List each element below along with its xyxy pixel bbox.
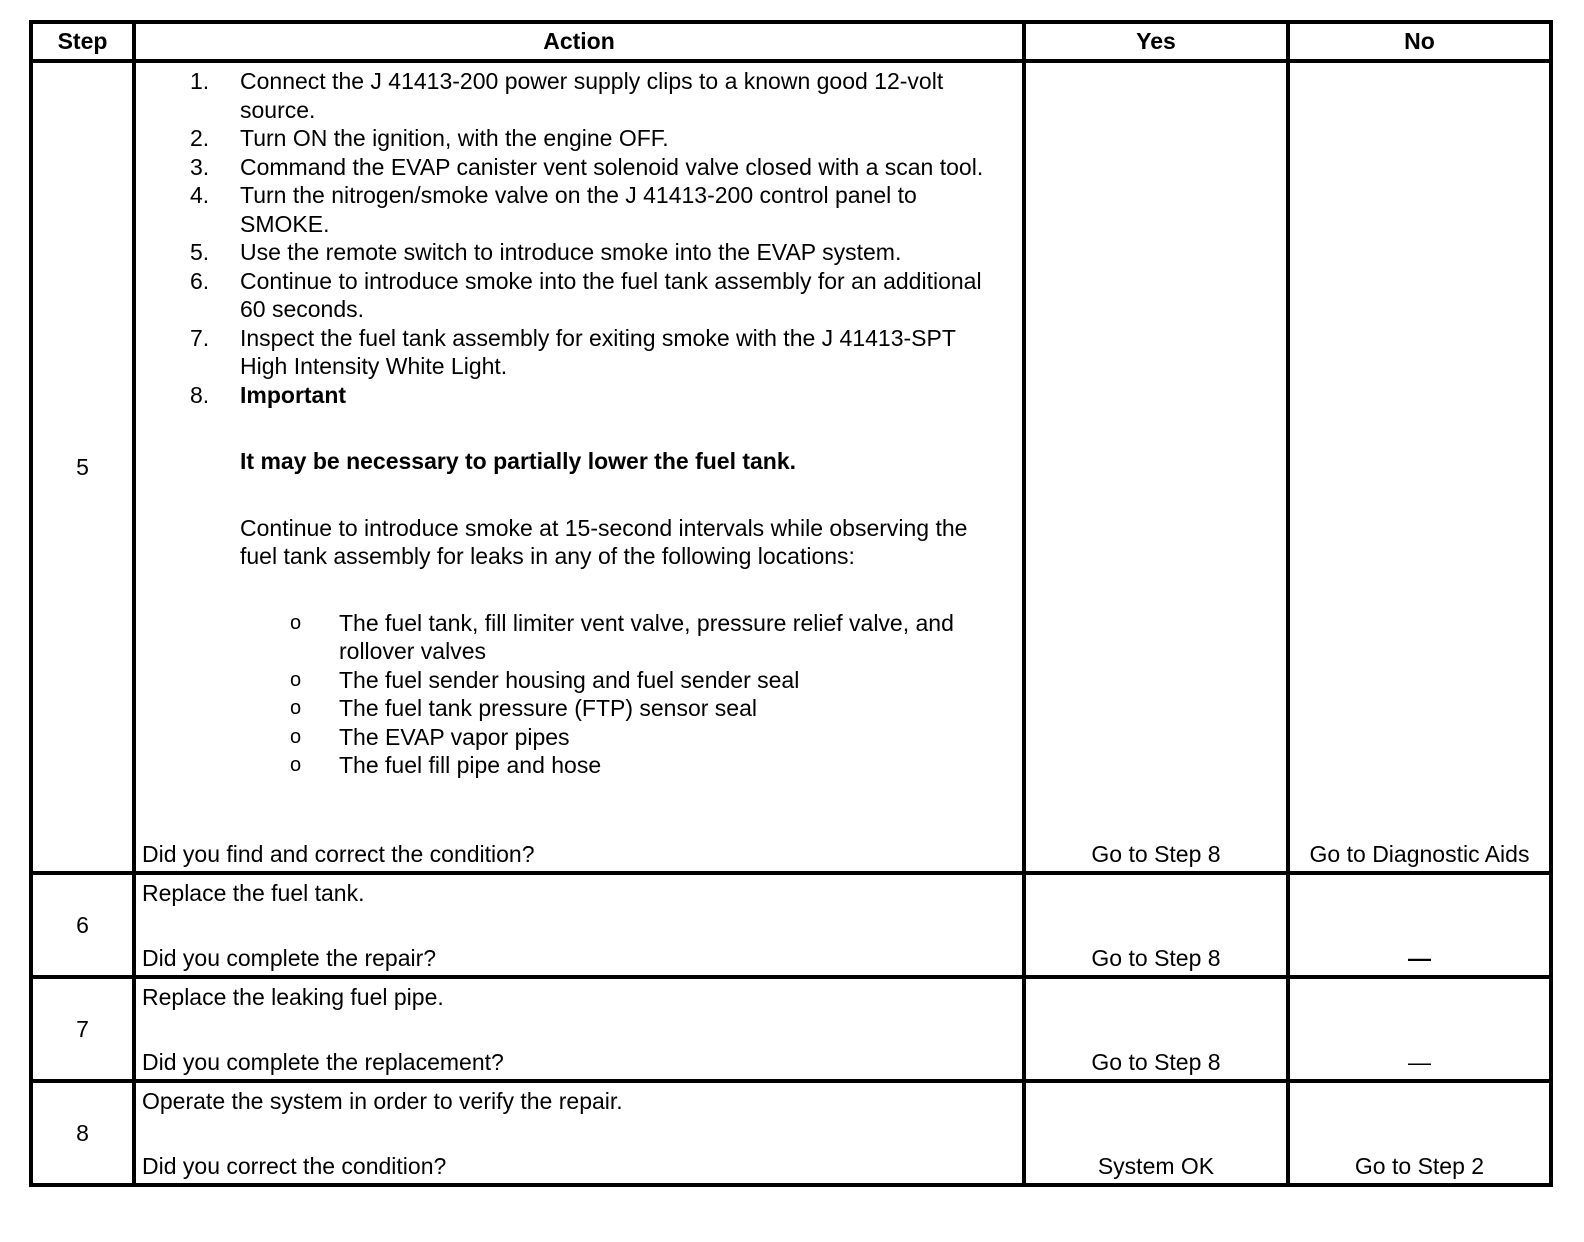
location-item: [240, 723, 1002, 752]
item-text: Continue to introduce smoke into the fuel tank assembly for an additional 60 seconds.: [240, 267, 982, 322]
bullet-icon: o: [290, 754, 302, 776]
item-text: Use the remote switch to introduce smoke into the EVAP system.: [240, 239, 902, 265]
step-number: 5: [31, 61, 134, 873]
list-item: [142, 267, 1002, 324]
item-number: 7.: [190, 324, 210, 351]
action-text: Replace the fuel tank.: [142, 880, 365, 906]
important-note: It may be necessary to partially lower the fuel tank.: [240, 448, 797, 474]
yes-result: Go to Step 8: [1024, 977, 1288, 1081]
header-action: Action: [134, 22, 1024, 61]
bullet-icon: o: [290, 697, 302, 719]
list-item: [142, 67, 1002, 124]
locations-list: [240, 609, 1002, 780]
header-yes: Yes: [1024, 22, 1288, 61]
diagnostic-table: [29, 20, 1553, 1187]
question-text: Did you find and correct the condition?: [142, 841, 535, 867]
important-label: Important: [240, 381, 347, 408]
location-text: The fuel fill pipe and hose: [339, 752, 602, 778]
list-item: [142, 124, 1002, 153]
list-item: [142, 153, 1002, 182]
bullet-icon: o: [290, 611, 302, 634]
item-number: 2.: [190, 125, 210, 151]
item-text: Connect the J 41413-200 power supply clips to a known good 12-volt source.: [240, 68, 944, 123]
action-text: Operate the system in order to verify the repair.: [142, 1088, 623, 1114]
table-row-step-6: [31, 873, 1551, 977]
item-text: Turn ON the ignition, with the engine OFF.: [240, 125, 669, 151]
question-text: Did you complete the replacement?: [142, 1049, 504, 1075]
list-item: [142, 238, 1002, 267]
item-text: Command the EVAP canister vent solenoid valve closed with a scan tool.: [240, 153, 984, 180]
action-cell: [134, 61, 1024, 873]
question-text: Did you correct the condition?: [142, 1153, 447, 1179]
item-text: Turn the nitrogen/smoke valve on the J 41413-200 control panel to SMOKE.: [240, 182, 917, 237]
item-number: 6.: [190, 267, 210, 294]
header-row: [31, 22, 1551, 61]
item-number: 3.: [190, 153, 210, 180]
list-item: [142, 324, 1002, 381]
location-item: [240, 694, 1002, 723]
step-number: 6: [31, 873, 134, 977]
yes-result: System OK: [1024, 1081, 1288, 1185]
item-number: 8.: [190, 381, 210, 408]
step-number: 7: [31, 977, 134, 1081]
action-cell: [134, 977, 1024, 1081]
location-item: [240, 751, 1002, 780]
step-number: 8: [31, 1081, 134, 1185]
yes-result: Go to Step 8: [1024, 61, 1288, 873]
yes-result: Go to Step 8: [1024, 873, 1288, 977]
bullet-icon: o: [290, 725, 302, 748]
item-number: 5.: [190, 239, 210, 265]
location-text: The fuel tank, fill limiter vent valve, pressure relief valve, and rollover valves: [339, 609, 954, 664]
item-number: 4.: [190, 182, 210, 208]
location-text: The EVAP vapor pipes: [339, 723, 570, 750]
bullet-icon: o: [290, 668, 302, 691]
action-cell: [134, 873, 1024, 977]
table-row-step-7: [31, 977, 1551, 1081]
no-result: Go to Diagnostic Aids: [1288, 61, 1551, 873]
continue-text: Continue to introduce smoke at 15-second intervals while observing the fuel tank assembly for leaks in any of the following locations:: [240, 514, 968, 569]
question-text: Did you complete the repair?: [142, 945, 437, 971]
location-text: The fuel sender housing and fuel sender seal: [339, 666, 800, 693]
location-text: The fuel tank pressure (FTP) sensor seal: [339, 695, 757, 721]
table-row-step-8: [31, 1081, 1551, 1185]
no-result: —: [1288, 977, 1551, 1081]
no-result: Go to Step 2: [1288, 1081, 1551, 1185]
location-item: [240, 609, 1002, 666]
no-result: —: [1288, 873, 1551, 977]
action-cell: [134, 1081, 1024, 1185]
item-number: 1.: [190, 68, 210, 94]
action-text: Replace the leaking fuel pipe.: [142, 984, 444, 1010]
header-no: No: [1288, 22, 1551, 61]
list-item: [142, 381, 1002, 780]
location-item: [240, 666, 1002, 695]
header-step: Step: [31, 22, 134, 61]
list-item: [142, 181, 1002, 238]
table-row-step-5: [31, 61, 1551, 873]
procedure-list: [142, 67, 1002, 780]
item-text: Inspect the fuel tank assembly for exiting smoke with the J 41413-SPT High Intensity White Light.: [240, 324, 956, 379]
